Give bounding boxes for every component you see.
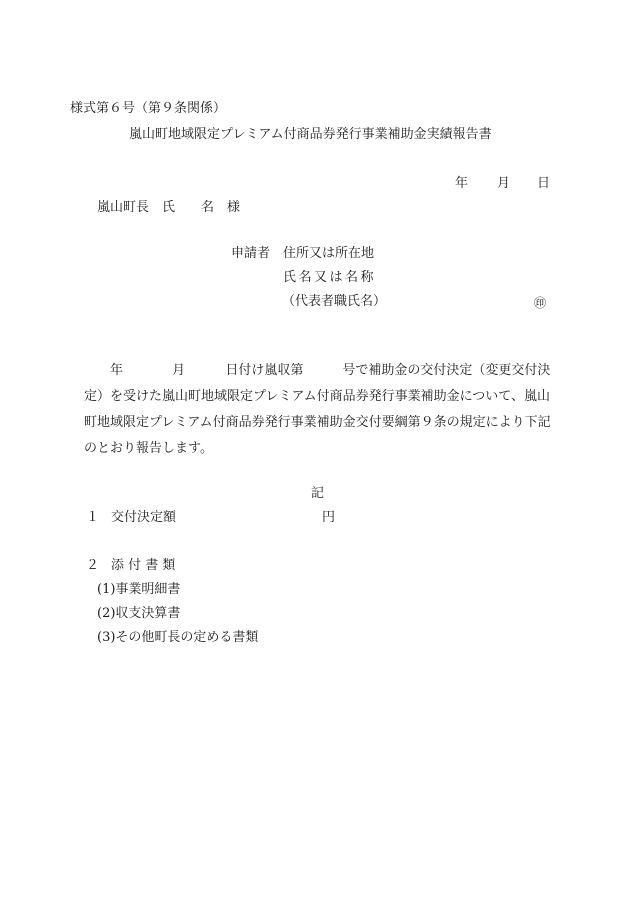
- applicant-name-label: 氏名又は名称: [283, 270, 377, 285]
- item-1-number: １: [86, 510, 100, 525]
- date-year: 年: [455, 176, 469, 191]
- applicant-address-label: 住所又は所在地: [283, 246, 375, 261]
- date-day: 日: [537, 176, 551, 191]
- ki-heading: 記: [311, 486, 325, 501]
- body-line-3: 町地域限定プレミアム付商品券発行事業補助金交付要綱第９条の規定により下記: [84, 415, 551, 430]
- applicant-representative-label: （代表者職氏名）: [282, 294, 387, 309]
- body-line-1: 年 月 日付け嵐収第 号で補助金の交付決定（変更交付決: [110, 363, 551, 378]
- applicant-label: 申請者: [231, 246, 271, 261]
- item-1-label: 交付決定額: [111, 510, 177, 525]
- item-1-unit: 円: [322, 510, 336, 525]
- list-item: (2)収支決算書: [97, 606, 181, 621]
- list-item: (3)その他町長の定める書類: [97, 630, 259, 645]
- body-line-2: 定）を受けた嵐山町地域限定プレミアム付商品券発行事業補助金について、嵐山: [84, 389, 551, 404]
- list-item: (1)事業明細書: [97, 582, 181, 597]
- addressee: 嵐山町長 氏 名 様: [97, 200, 241, 215]
- body-line-4: のとおり報告します。: [84, 441, 213, 456]
- document-title: 嵐山町地域限定プレミアム付商品券発行事業補助金実績報告書: [129, 127, 492, 142]
- form-label: 様式第６号（第９条関係）: [70, 101, 227, 116]
- date-month: 月: [497, 176, 511, 191]
- seal-mark: ㊞: [534, 296, 547, 310]
- item-2-number: ２: [86, 558, 100, 573]
- item-2-label: 添 付 書 類: [111, 558, 176, 573]
- report-body: [86, 358, 566, 462]
